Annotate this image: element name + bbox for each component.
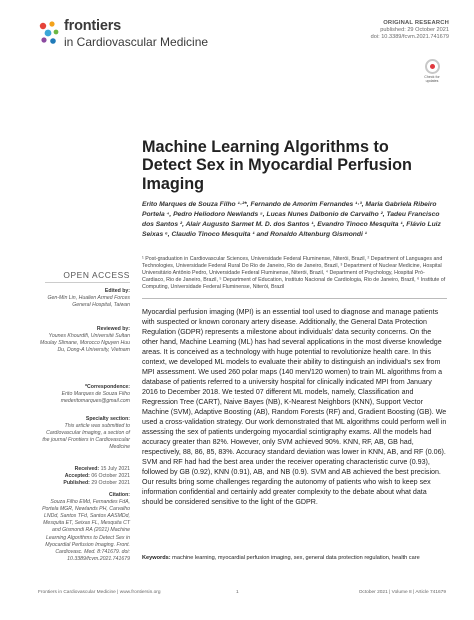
specialty-heading: Specialty section:	[85, 416, 130, 422]
correspondence-heading: *Correspondence:	[85, 384, 130, 390]
check-updates-icon	[425, 59, 440, 74]
reviewed-by-heading: Reviewed by:	[96, 326, 130, 332]
edited-by-heading: Edited by:	[104, 288, 130, 294]
check-updates-button[interactable]	[421, 59, 443, 85]
publication-info	[371, 20, 449, 42]
publisher-name: frontiers	[64, 18, 122, 34]
reviewed-by-section	[38, 326, 130, 354]
specialty-section	[38, 416, 130, 451]
citation-section	[38, 492, 130, 563]
citation-heading: Citation:	[108, 492, 130, 498]
accepted-label: Accepted:	[64, 473, 90, 480]
article-type: ORIGINAL RESEARCH	[383, 20, 449, 26]
author-list: Erito Marques de Souza Filho ¹·²*, Fernando de Amorim Fernandes ¹·³, Maria Gabriela Ribeiro Portela ⁴, Pedro Heliodoro Newlands ⁵, Lucas Nunes Dalbonio de Carvalho ², Tadeu Francisco dos Santos ², Alair Augusto Sarmet M. D. dos Santos ¹, Evandro Tinoco Mesquita ¹, Flávio Luiz Seixas ⁶, Claudio Tinoco Mesquita ¹ and Ronaldo Altenburg Gismondi ¹	[142, 201, 441, 238]
edited-by-section	[38, 288, 130, 309]
check-updates-label: Check for updates	[424, 75, 440, 83]
published-date-sidebar: 29 October 2021	[91, 480, 130, 487]
affiliations: ¹ Post-graduation in Cardiovascular Sciences, Universidade Federal Fluminense, Niterói, Brazil, ² Department of Languages and Technologies, Universidade Federal Rural Do Rio de Janeiro, Rio de Janeiro, Brazil, ³ Department of Nuclear Medicine, Hospital Universitário Antônio Pedro, Universidade Federal Fluminense, Niterói, Brazil, ⁴ Department of Psychology, Hospital Pró-Cardiaco, Rio de Janeiro, Brazil, ⁵ Department of Education, Instituto Nacional de Cardiologia, Rio de Janeiro, Brazil, ⁶ Institute of Computing, Universidade Federal Fluminense, Niterói, Brazil	[142, 256, 446, 291]
keywords-text: machine learning, myocardial perfusion imaging, sex, general data protection regulation, health care	[172, 555, 420, 561]
received-date: 15 July 2021	[100, 466, 130, 472]
published-date: published: 29 October 2021	[380, 27, 449, 34]
journal-logo	[38, 18, 218, 52]
abstract: Myocardial perfusion imaging (MPI) is an essential tool used to diagnose and manage patients with suspected or known coronary artery disease. Additionally, the General Data Protection Regulation (GDPR) represents a milestone about individuals' data security concerns. On the other hand, Machine Learning (ML) has had several applications in the most diverse knowledge areas. It is conceived as a technology with huge potential to revolutionize health care. In this context, we developed ML models to evaluate their ability to distinguish an individual's sex from MPI assessment. We used 260 polar maps (140 men/120 women) to train ML algorithms from a database of patients referred to a university hospital for clinically indicated MPI from January 2016 to December 2018. We tested 07 different ML models, namely, Classification and Regression Tree (CART), Naive Bayes (NB), K-Nearest Neighbors (KNN), Support Vector Machine (SVM), Adaptive Boosting (AB), Random Forests (RF) and, Gradient Boosting (GB). We used a cross-validation strategy. Our work demonstrated that ML algorithms could perform well in assessing the sex of patients undergoing myocardial scintigraphy exams. All the models had accuracy greater than 82%. However, only SVM achieved 90%. KNN, RF, AB, GB had, respectively, 88, 86, 85, 83%. Accuracy standard deviation was lower in KNN, AB, and RF (0.06). SVM and RF had had the best area under the receiver operating characteristic curve (0.93), followed by GB (0.92), KNN (0.91), AB, and NB (0.9). SVM and AB achieved the best precision. Our results bring some challenges regarding the autonomy of patients who wish to keep sex information confidential and certainly add greater complexity to the debate about what data should be considered sensitive to the light of the GDPR.	[142, 308, 447, 506]
editor-info: Gen-Min Lin, Hualien Armed Forces General Hospital, Taiwan	[47, 295, 130, 309]
footer-volume-info: October 2021 | Volume 8 | Article 741679	[358, 590, 446, 595]
open-access-label: OPEN ACCESS	[63, 270, 130, 280]
correspondence-info[interactable]: Erito Marques de Souza Filho mederitomarques@gmail.com	[60, 391, 130, 405]
keywords	[142, 555, 448, 562]
received-label: Received:	[74, 466, 100, 472]
reviewer-info: Younes Khourdifi, Université Sultan Moulay Slimane, Morocco Nguyen Huu Du, Dong-A University, Vietnam	[40, 333, 130, 354]
published-label: Published:	[63, 480, 90, 487]
specialty-info: This article was submitted to Cardiovascular Imaging, a section of the journal Frontiers in Cardiovascular Medicine	[42, 423, 130, 451]
dates-section	[38, 466, 130, 487]
frontiers-logo-icon	[38, 20, 60, 46]
page-footer	[0, 590, 474, 602]
citation-info: Souza Filho EMd, Fernandes FdA, Portela MGR, Newlands PH, Carvalho LNDd, Santos TFd, Santos AASMDd, Mesquita ET, Seixas FL, Mesquita CT and Gismondi RA (2021) Machine Learning Algorithms to Detect Sex in Myocardial Perfusion Imaging. Front. Cardiovasc. Med. 8:741679. doi: 10.3389/fcvm.2021.741679	[42, 499, 130, 562]
sidebar-divider	[45, 282, 130, 283]
doi[interactable]: doi: 10.3389/fcvm.2021.741679	[370, 34, 449, 41]
journal-name: in Cardiovascular Medicine	[64, 35, 209, 49]
accepted-date: 06 October 2021	[91, 473, 130, 480]
page-number: 1	[236, 590, 239, 595]
keywords-label: Keywords:	[142, 555, 171, 561]
correspondence-section	[38, 384, 130, 405]
section-divider	[142, 298, 447, 299]
footer-journal-link[interactable]: Frontiers in Cardiovascular Medicine | www.frontiersin.org	[38, 590, 161, 595]
article-title: Machine Learning Algorithms to Detect Sex in Myocardial Perfusion Imaging	[142, 138, 412, 193]
